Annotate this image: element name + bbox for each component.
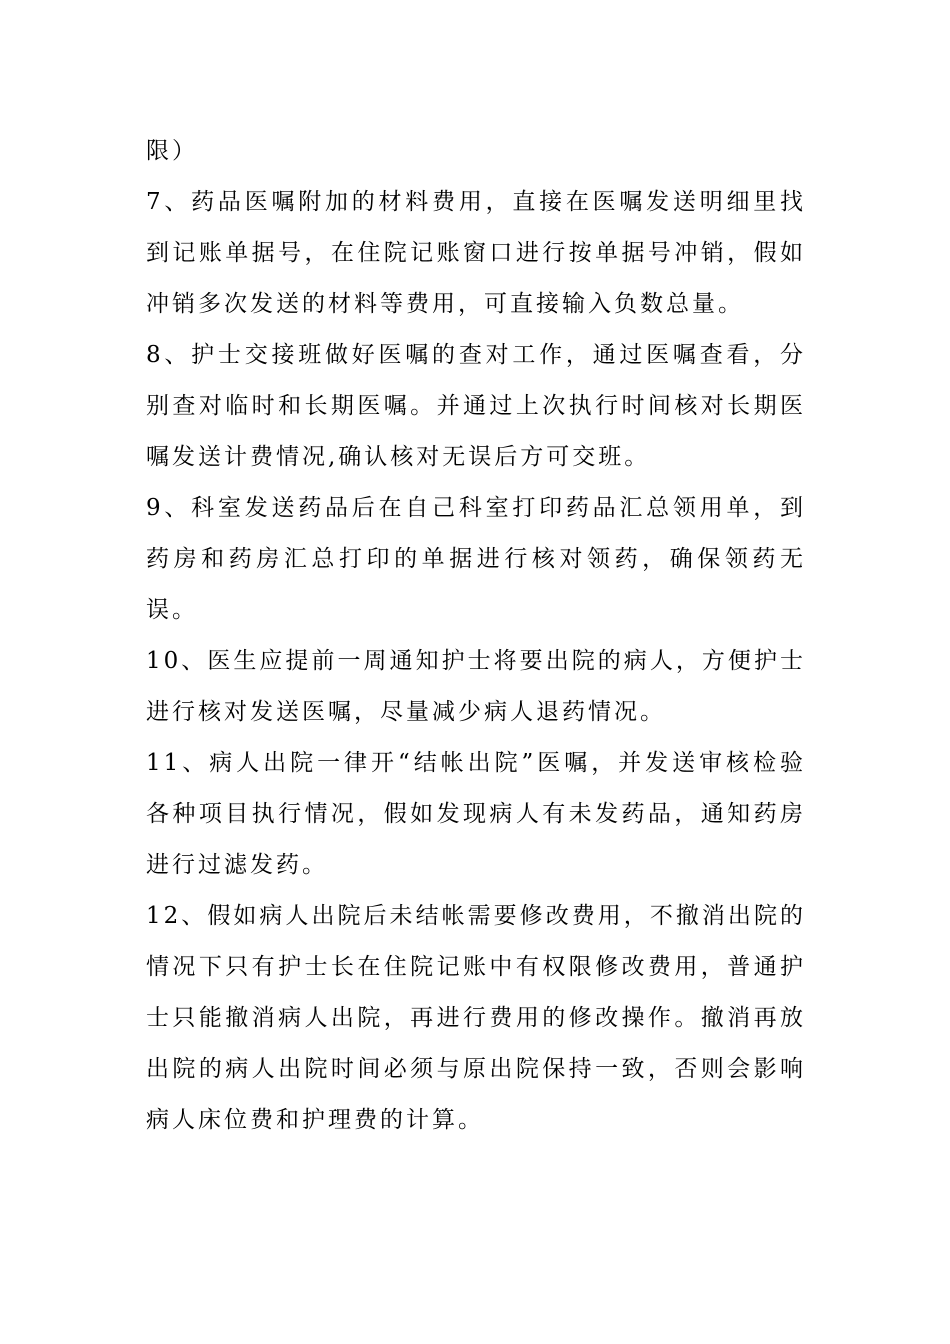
paragraph-item-9: 9、科室发送药品后在自己科室打印药品汇总领用单，到药房和药房汇总打印的单据进行核对领药，确保领药无误。 [146,495,806,623]
paragraph-item-12: 12、假如病人出院后未结帐需要修改费用，不撤消出院的情况下只有护士长在住院记账中有权限修改费用，普通护士只能撤消病人出院，再进行费用的修改操作。撤消再放出院的病人出院时间必须与原出院保持一致，否则会影响病人床位费和护理费的计算。 [146,903,806,1133]
paragraph-item-7: 7、药品医嘱附加的材料费用，直接在医嘱发送明细里找到记账单据号，在住院记账窗口进行按单据号冲销，假如冲销多次发送的材料等费用，可直接输入负数总量。 [146,189,806,317]
document-body [146,126,806,1146]
paragraph-item-11: 11、病人出院一律开“结帐出院”医嘱，并发送审核检验各种项目执行情况，假如发现病人有未发药品，通知药房进行过滤发药。 [146,750,806,878]
paragraph-item-8: 8、护士交接班做好医嘱的查对工作，通过医嘱查看，分别查对临时和长期医嘱。并通过上次执行时间核对长期医嘱发送计费情况,确认核对无误后方可交班。 [146,342,806,470]
paragraph-item-10: 10、医生应提前一周通知护士将要出院的病人，方便护士进行核对发送医嘱，尽量减少病人退药情况。 [146,648,806,725]
paragraph-continuation: 限） [146,138,198,164]
